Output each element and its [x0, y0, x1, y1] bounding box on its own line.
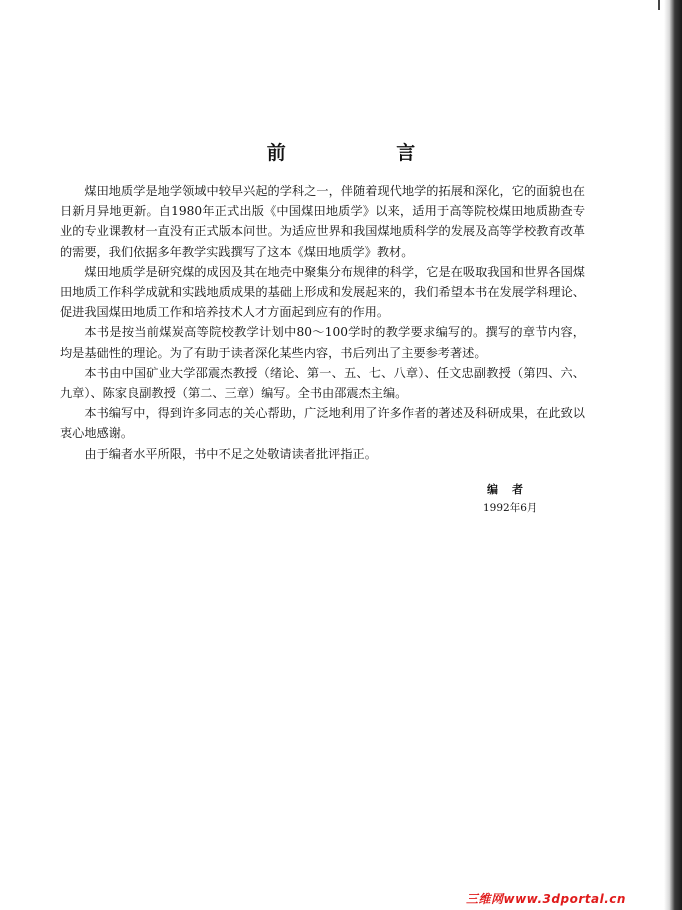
page-title: 前 言	[266, 142, 468, 164]
paragraph-4: 本书由中国矿业大学邵震杰教授（绪论、第一、五、七、八章）、任文忠副教授（第四、六、九章）、陈家良副教授（第二、三章）编写。全书由邵震杰主编。	[60, 365, 585, 401]
signature-date: 1992年6月	[483, 502, 538, 514]
site-watermark: 三维网www.3dportal.cn	[466, 892, 626, 906]
paragraph-2: 煤田地质学是研究煤的成因及其在地壳中聚集分布规律的科学，它是在吸取我国和世界各国煤田地质工作科学成就和实践地质成果的基础上形成和发展起来的，我们希望本书在发展学科理论、促进我国煤田地质工作和培养技术人才方面起到应有的作用。	[60, 264, 585, 320]
preface-body	[60, 181, 585, 464]
paragraph-1: 煤田地质学是地学领域中较早兴起的学科之一，伴随着现代地学的拓展和深化，它的面貌也在日新月异地更新。自1980年正式出版《中国煤田地质学》以来，适用于高等院校煤田地质勘查专业的专业课教材一直没有正式版本问世。为适应世界和我国煤地质科学的发展及高等学校教育改革的需要，我们依据多年教学实践撰写了这本《煤田地质学》教材。	[60, 184, 585, 259]
scan-edge-shadow	[664, 0, 682, 910]
scan-mark	[658, 0, 660, 10]
paragraph-5: 本书编写中，得到许多同志的关心帮助，广泛地利用了许多作者的著述及科研成果，在此致以衷心地感谢。	[60, 406, 585, 441]
signature-author: 编者	[487, 483, 537, 496]
paragraph-6: 由于编者水平所限，书中不足之处敬请读者批评指正。	[84, 446, 377, 461]
paragraph-3: 本书是按当前煤炭高等院校教学计划中80～100学时的教学要求编写的。撰写的章节内容，均是基础性的理论。为了有助于读者深化某些内容，书后列出了主要参考著述。	[60, 325, 585, 360]
